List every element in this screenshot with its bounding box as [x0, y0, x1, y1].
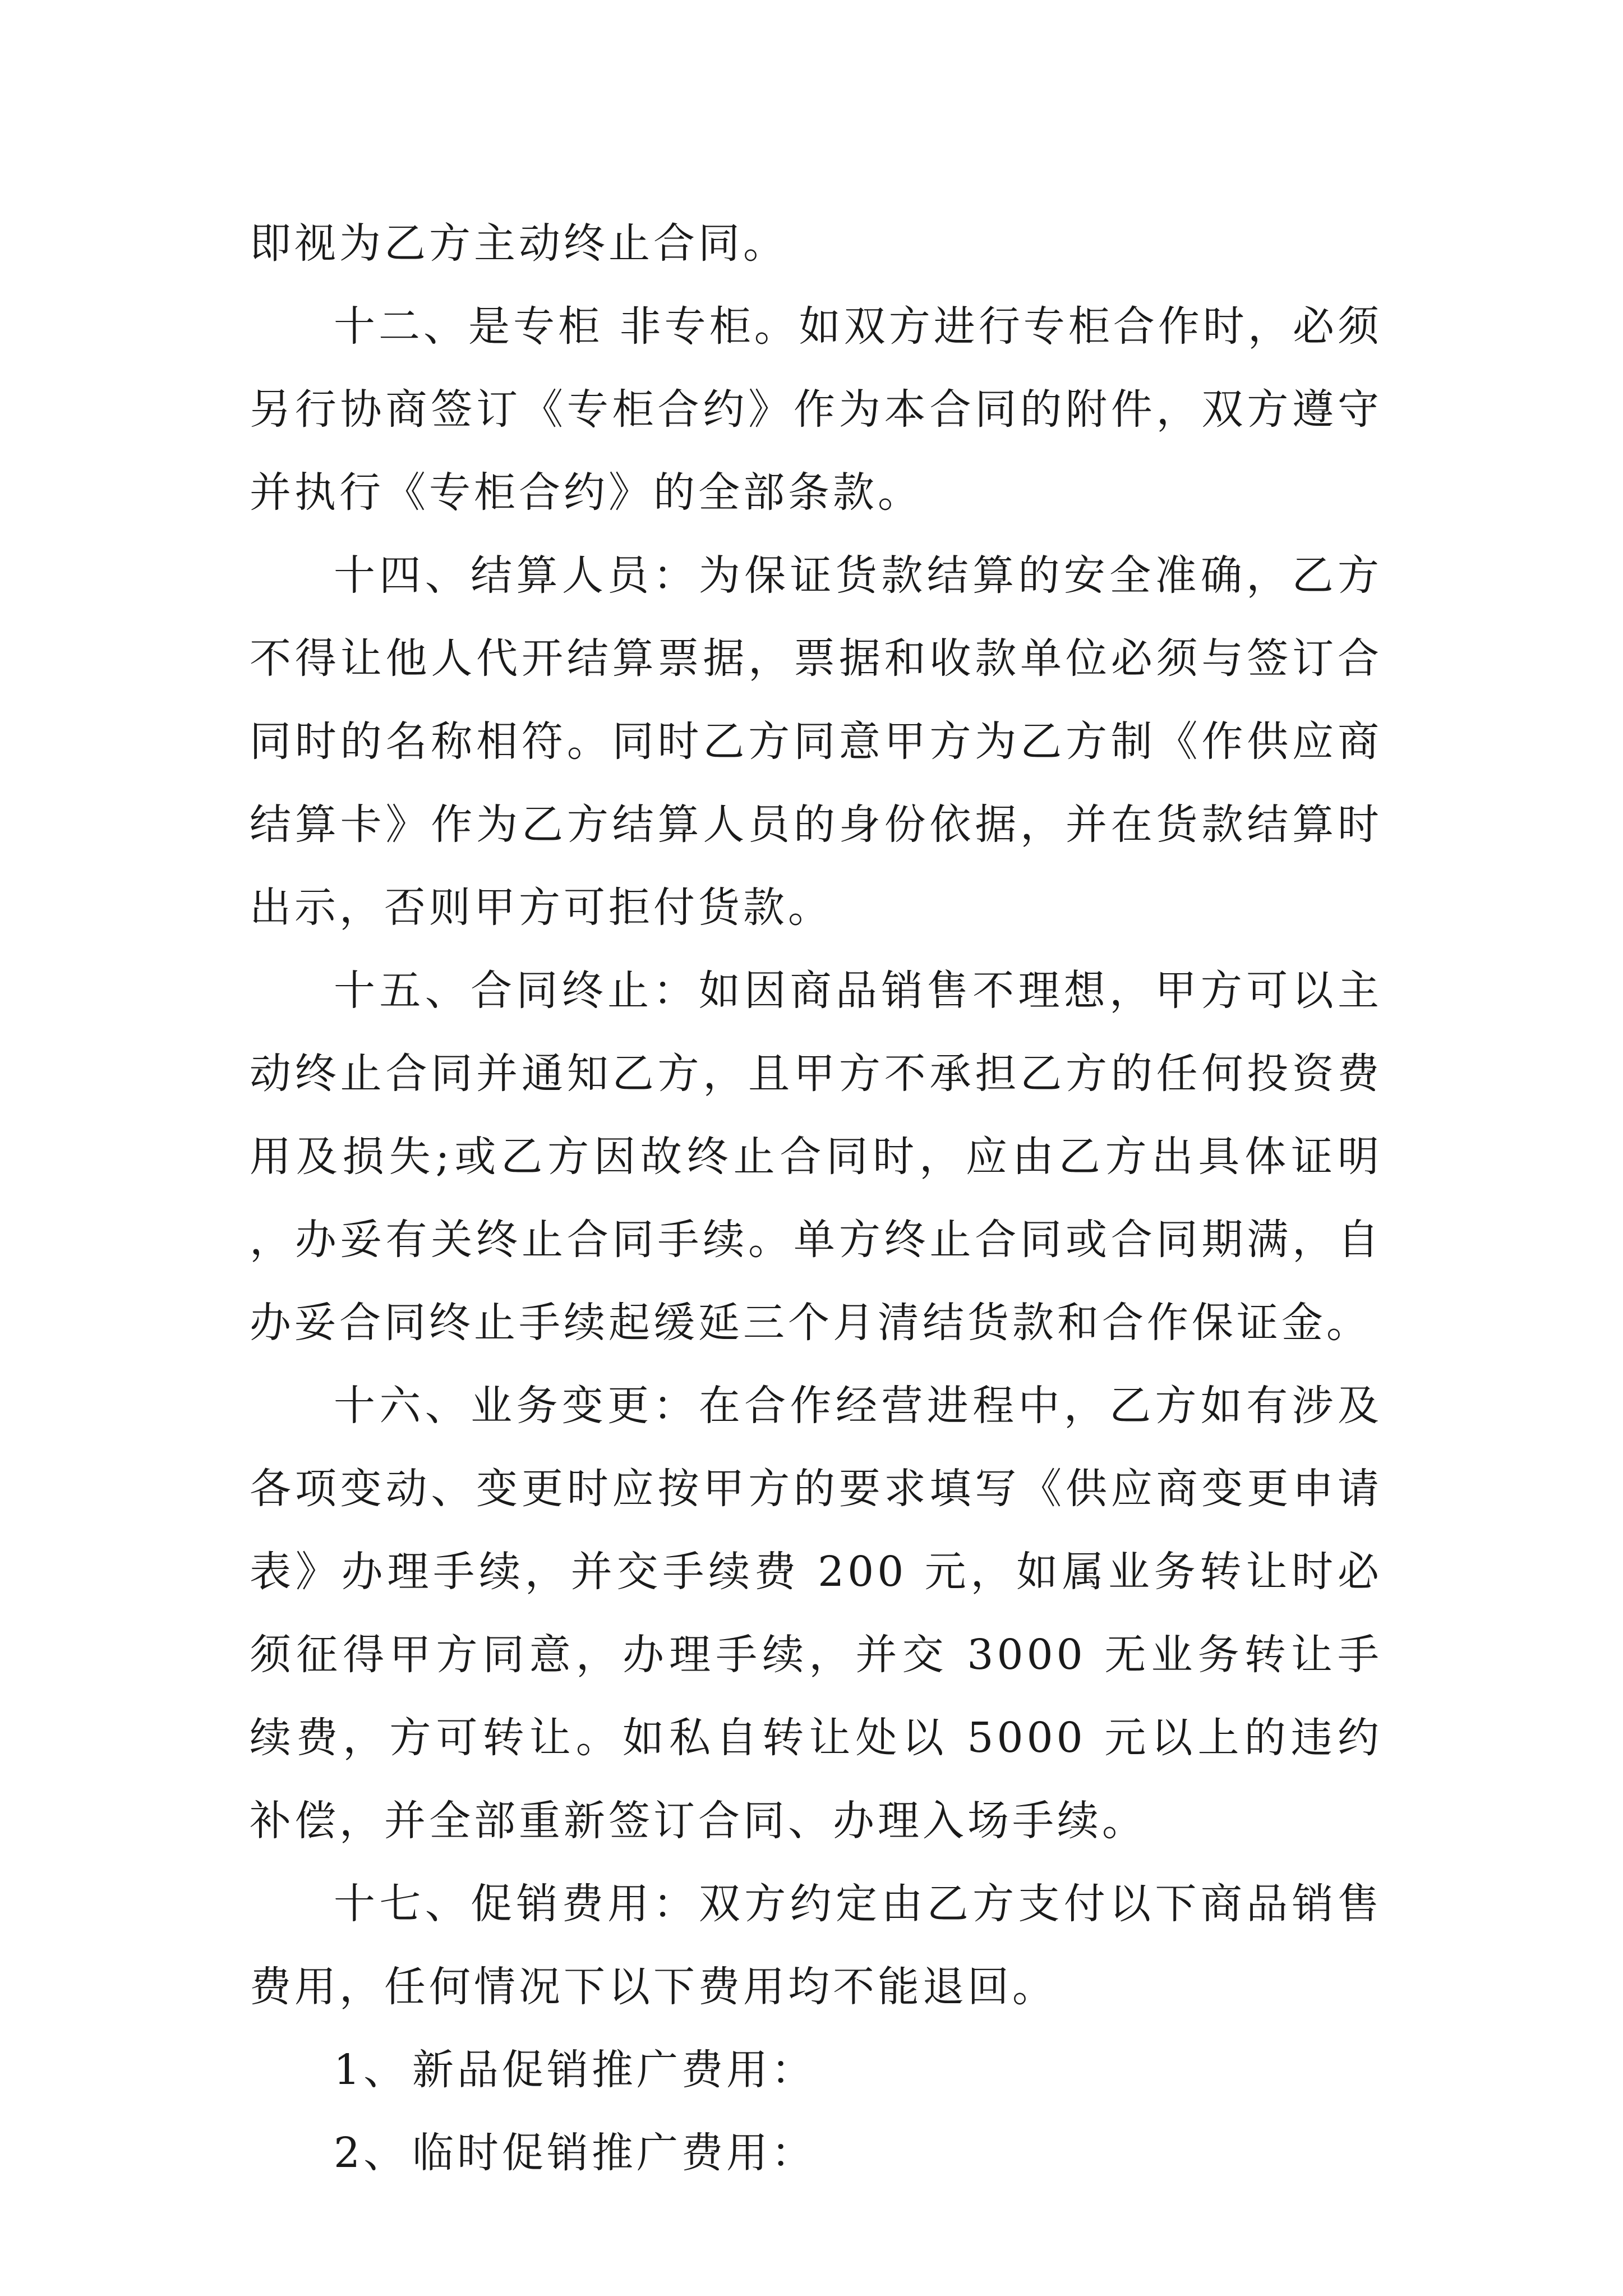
document-body [250, 202, 1382, 2194]
paragraph-continuation: 即视为乙方主动终止合同。 [250, 219, 788, 268]
list-item [250, 2028, 1382, 2111]
clause-12-paragraph: 十二、是专柜 非专柜。如双方进行专柜合作时，必须另行协商签订《专柜合约》作为本合同的附件，双方遵守并执行《专柜合约》的全部条款。 [250, 302, 1382, 517]
list-item-number: 1、 [334, 2046, 409, 2094]
clause-14-paragraph: 十四、结算人员：为保证货款结算的安全准确，乙方不得让他人代开结算票据，票据和收款单位必须与签订合同时的名称相符。同时乙方同意甲方为乙方制《作供应商结算卡》作为乙方结算人员的身份依据，并在货款结算时出示，否则甲方可拒付货款。 [250, 551, 1382, 932]
list-item-text: 新品促销推广费用： [412, 2046, 816, 2094]
list-item [250, 2111, 1382, 2194]
clause-16-paragraph: 十六、业务变更：在合作经营进程中，乙方如有涉及各项变动、变更时应按甲方的要求填写《供应商变更申请表》办理手续，并交手续费 200 元，如属业务转让时必须征得甲方同意，办理手续，并交 3000 无业务转让手续费，方可转让。如私自转让处以 5000 元以上的违约补偿，并全部重新签订合同、办理入场手续。 [250, 1382, 1382, 1845]
list-item-text: 临时促销推广费用： [412, 2129, 816, 2177]
list-item-number: 2、 [334, 2129, 409, 2177]
clause-17-paragraph: 十七、促销费用：双方约定由乙方支付以下商品销售费用，任何情况下以下费用均不能退回。 [250, 1880, 1382, 2011]
clause-15-paragraph: 十五、合同终止：如因商品销售不理想，甲方可以主动终止合同并通知乙方，且甲方不承担乙方的任何投资费用及损失;或乙方因故终止合同时，应由乙方出具体证明，办妥有关终止合同手续。单方终止合同或合同期满，自办妥合同终止手续起缓延三个月清结货款和合作保证金。 [250, 967, 1382, 1347]
